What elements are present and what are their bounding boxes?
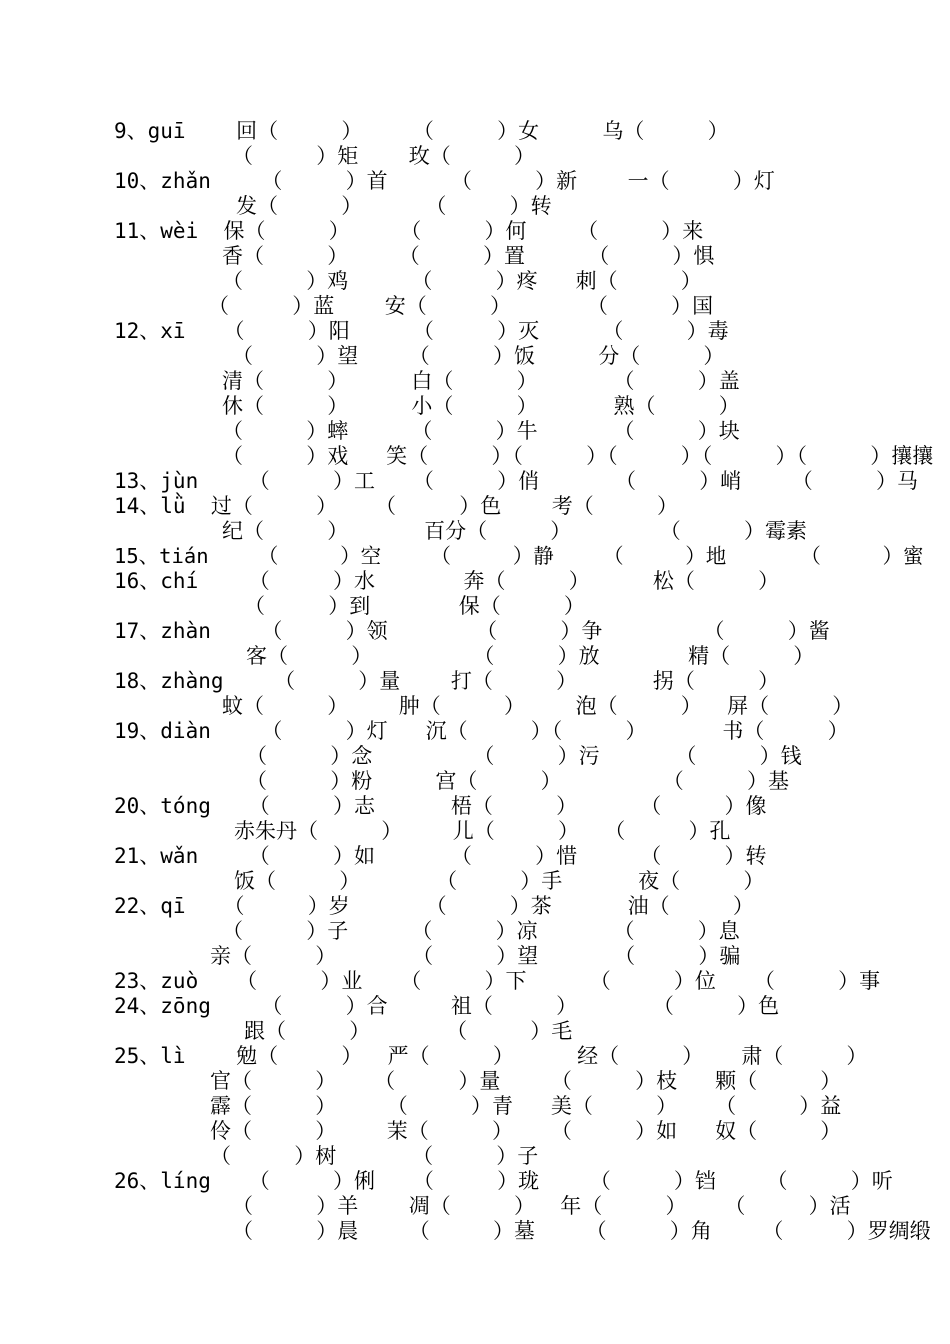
line-26-líng: 26、líng （ ）俐 （ ）珑 （ ）铛 （ ）听 [114,1169,893,1193]
line-12-xī: 12、xī （ ）阳 （ ）灭 （ ）毒 [114,319,729,343]
line-25-lì-cont-1: 官（ ） （ ）量 （ ）枝 颗（ ） [210,1069,842,1093]
line-9-guī: 9、guī 回（ ） （ ）女 乌（ ） [114,119,729,143]
line-21-wǎn-cont: 饭（ ） （ ）手 夜（ ） [234,869,765,893]
line-22-qī: 22、qī （ ）岁 （ ）茶 油（ ） [114,894,754,918]
line-24-zōng: 24、zōng （ ）合 祖（ ） （ ）色 [114,994,780,1018]
line-17-zhàn: 17、zhàn （ ）领 （ ）争 （ ）酱 [114,619,830,643]
line-23-zuò: 23、zuò （ ）业 （ ）下 （ ）位 （ ）事 [114,969,881,993]
line-26-líng-cont-2: （ ）晨 （ ）墓 （ ）角 （ ）罗绸缎 [232,1219,931,1243]
line-12-xī-cont-2: 清（ ） 白（ ） （ ）盖 [222,369,740,393]
line-19-diàn: 19、diàn （ ）灯 沉（ ）（ ） 书（ ） [114,719,849,743]
line-26-líng-cont-1: （ ）羊 凋（ ） 年（ ） （ ）活 [232,1194,851,1218]
line-12-xī-cont-5: （ ）戏 笑（ ）（ ）（ ）（ ）（ ）攘攘 [222,444,934,468]
line-11-wèi: 11、wèi 保（ ） （ ）何 （ ）来 [114,219,704,243]
line-9-guī-cont: （ ）矩 玫（ ） [232,144,536,168]
line-25-lì-cont-4: （ ）树 （ ）子 [210,1144,539,1168]
line-19-diàn-cont-2: （ ）粉 宫（ ） （ ）基 [246,769,790,793]
line-17-zhàn-cont: 客（ ） （ ）放 精（ ） [246,644,815,668]
line-16-chí-cont: （ ）到 保（ ） [244,594,585,618]
line-21-wǎn: 21、wǎn （ ）如 （ ）惜 （ ）转 [114,844,767,868]
line-25-lì-cont-3: 伶（ ） 茉（ ） （ ）如 奴（ ） [210,1119,842,1143]
line-16-chí: 16、chí （ ）水 奔（ ） 松（ ） [114,569,780,593]
line-18-zhàng: 18、zhàng （ ）量 打（ ） 拐（ ） [114,669,780,693]
line-11-wèi-cont-1: 香（ ） （ ）置 （ ）惧 [222,244,715,268]
line-11-wèi-cont-3: （ ）蓝 安（ ） （ ）国 [208,294,714,318]
line-10-zhǎn: 10、zhǎn （ ）首 （ ）新 一（ ）灯 [114,169,775,193]
line-22-qī-cont-1: （ ）子 （ ）凉 （ ）息 [222,919,740,943]
line-13-jùn: 13、jùn （ ）工 （ ）俏 （ ）峭 （ ）马 [114,469,919,493]
line-15-tián: 15、tián （ ）空 （ ）静 （ ）地 （ ）蜜 [114,544,924,568]
line-19-diàn-cont-1: （ ）念 （ ）污 （ ）钱 [246,744,802,768]
line-20-tóng: 20、tóng （ ）志 梧（ ） （ ）像 [114,794,767,818]
line-14-lǜ: 14、lǜ 过（ ） （ ）色 考（ ） [114,494,679,518]
line-12-xī-cont-1: （ ）望 （ ）饭 分（ ） [232,344,725,368]
line-25-lì: 25、lì 勉（ ） 严（ ） 经（ ） 肃（ ） [114,1044,868,1068]
line-12-xī-cont-4: （ ）蟀 （ ）牛 （ ）块 [222,419,740,443]
line-22-qī-cont-2: 亲（ ） （ ）望 （ ）骗 [210,944,741,968]
line-11-wèi-cont-2: （ ）鸡 （ ）疼 刺（ ） [222,269,702,293]
line-12-xī-cont-3: 休（ ） 小（ ） 熟（ ） [222,394,740,418]
line-14-lǜ-cont: 纪（ ） 百分（ ） （ ）霉素 [222,519,808,543]
line-10-zhǎn-cont: 发（ ） （ ）转 [236,194,552,218]
line-25-lì-cont-2: 霹（ ） （ ）青 美（ ） （ ）益 [210,1094,842,1118]
line-24-zōng-cont: 跟（ ） （ ）毛 [244,1019,573,1043]
line-20-tóng-cont: 赤朱丹（ ） 儿（ ） （ ）孔 [234,819,731,843]
line-18-zhàng-cont: 蚊（ ） 肿（ ） 泡（ ） 屏（ ） [222,694,854,718]
